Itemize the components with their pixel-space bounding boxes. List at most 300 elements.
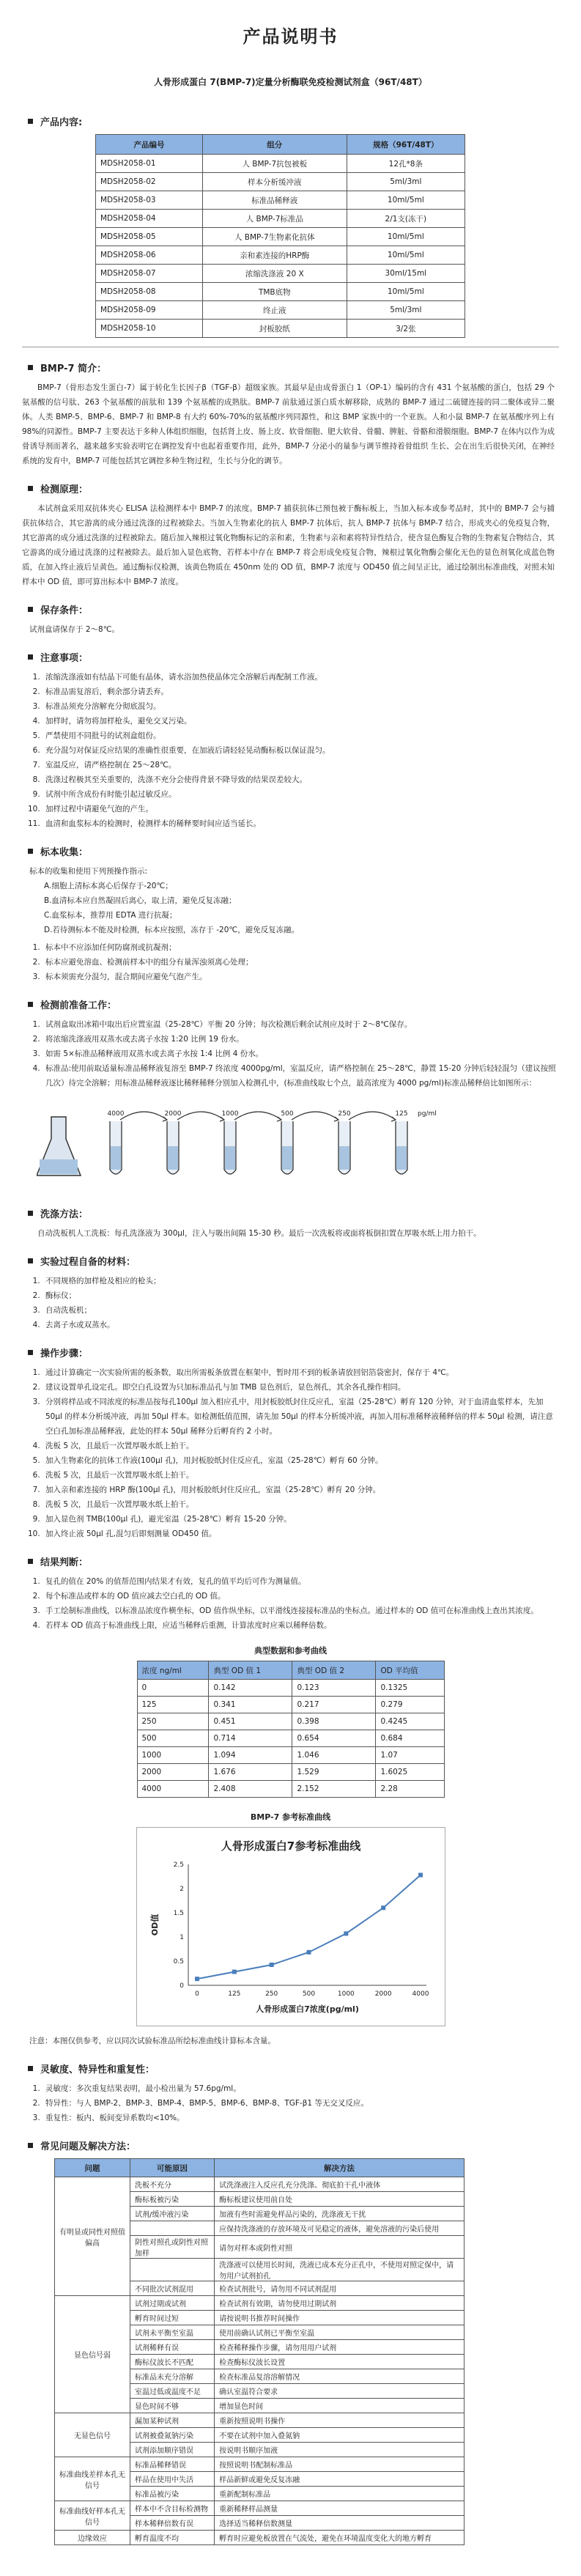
column-header: 解决方法 [215,2159,465,2177]
cause-cell: 试剂/缓冲液污染 [130,2207,215,2221]
standard-data-table [137,1661,445,1798]
column-header: 产品编号 [96,135,203,155]
cause-cell: 标准品被污染 [130,2487,215,2501]
table-cell: 样本分析缓冲液 [202,173,347,191]
table-cell: 1.676 [209,1764,292,1781]
bullet-icon [28,654,33,660]
list-item: 1. 浓缩洗涤液如有结晶下可能有晶体，请水浴加热使晶体完全溶解后再配制工作液。 [42,670,559,684]
table-row [55,2457,465,2472]
cause-cell: 试剂过期或试剂 [130,2296,215,2311]
series-line [197,1875,421,1979]
table-cell: 1.07 [376,1747,444,1764]
table-cell: 1000 [137,1747,209,1764]
cause-cell: 酶标仪波长不匹配 [130,2355,215,2369]
tube-liquid [339,1146,349,1170]
table-cell: 1.6025 [376,1764,444,1781]
collection-heading-text: 标本收集： [40,847,89,858]
column-header: 浓度 ng/ml [137,1661,209,1680]
list-item: 4. 标准品:使用前取适量标准品稀释液复溶至 BMP-7 终浓度 4000pg/ml，室温反应，请严格控制在 25～28℃，静置 15-20 分钟后轻轻混匀（建议按照几次）待完全溶解；用标准品稀释液逐比稀释稀释分别加入检测孔中，(标准曲线取七个点，最高浓度为 4000 pg/ml)标准品稀释倍比如图所示： [42,1061,559,1090]
list-item: 2. 将浓缩洗涤液用双蒸水或去离子水按 1:20 比例 19 份水。 [42,1032,559,1047]
list-item: 4. 去离子水或双蒸水。 [42,1318,559,1332]
solution-cell: 酶标板建议使用前自处 [215,2192,465,2207]
cause-cell: 标准品稀释错误 [130,2457,215,2472]
steps-heading-text: 操作步骤： [40,1348,89,1359]
intro-paragraph: BMP-7（骨形态发生蛋白-7）属于转化生长因子β（TGF-β）超级家族。其最早是由成骨蛋白 1（OP-1）编码的含有 431 个氨基酸的蛋白，包括 29 个氨基酸的信号肽、263 个氨基酸的前肽和 139 个氨基酸的成熟肽。BMP-7 前肽通过蛋白质水解移除，成熟的 BMP-7 通过二硫键连接的同二聚体或异二聚体。人类 BMP-5、BMP-6、BMP-7 和 BMP-8 有大约 60%-70%的氨基酸序列同源性，和这 BMP 家族中的一个亚族。人和小鼠 BMP-7 在氨基酸序列上有 98%的同源性。BMP-7 主要表达于多种人体组织细胞，包括肾上皮、肠上皮、软骨细胞、肥大软骨、骨髓、脾脏、骨骼和滑膜细胞。BMP-7 在体内以作为成骨诱导剂而著名，越来越多实验表明它在调控发育中也起着重要作用，此外，BMP-7 分泌小的量参与调节维持着骨组织 生长、会在出生后很快关闭，在神经系统的发育中，BMP-7 可能包括其它调控多种生物过程，生长与分化的调节。 [22,383,555,465]
collection-lines [22,879,559,937]
x-axis-label: 人骨形成蛋白7浓度(pg/ml) [255,2004,359,2014]
storage-heading [22,602,559,616]
collection-line: D.若待测标本不能及时检测，标本应按照，冻存于 -20℃，避免反复冻融。 [44,926,300,934]
document-title: 产品说明书 [243,26,338,47]
results-heading [22,1554,559,1568]
tube-liquid [168,1146,178,1170]
list-item: 6. 充分混匀对保证反应结果的准确性很重要，在加液后请轻轻晃动酶标板以保证混匀。 [42,743,559,758]
table-cell: 0.341 [209,1697,292,1713]
intro-heading-text: BMP-7 简介： [40,363,107,374]
table-cell: MDSH2058-03 [96,191,203,210]
table-cell: 0.217 [292,1697,376,1713]
table-row [137,1781,444,1798]
problem-cell: 标准曲线差样本孔无信号 [55,2457,130,2501]
chart-caption: BMP-7 参考标准曲线 [250,1812,331,1822]
dilution-label: 4000 [107,1110,125,1118]
table-row [55,2413,465,2428]
document-page [22,0,559,2545]
list-item: 2. 标本应避免溶血、检测前样本中的组分有量浑浊须离心处理； [42,955,559,970]
bullet-icon [28,607,33,612]
column-header: 规格（96T/48T） [347,135,465,155]
list-item: 1. 通过计算确定一次实验所需的板条数，取出所需板条放置在框架中，暂时用不到的板条请放回铝箔袋密封，保存于 4℃。 [42,1365,559,1380]
column-header: 可能原因 [130,2159,215,2177]
table-row [96,283,465,301]
table-cell: 30ml/15ml [347,265,465,283]
bullet-icon [28,849,33,854]
problem-cell: 边缘效应 [55,2531,130,2545]
x-tick-label: 1000 [337,1990,355,1998]
list-item: 10. 加入终止液 50μl 孔,混匀后即刻测量 OD450 值。 [42,1527,559,1541]
table-row [96,320,465,338]
table-row [55,2296,465,2311]
table-header-row [55,2159,465,2177]
table-cell: 0.279 [376,1697,444,1713]
column-header: 组分 [202,135,347,155]
intro-heading [22,361,559,374]
notes-list [22,670,559,831]
table-cell: 2.152 [292,1781,376,1798]
tube-liquid [225,1146,235,1170]
table-row [137,1747,444,1764]
std-table-body [137,1680,444,1798]
table-cell: 4000 [137,1781,209,1798]
dilution-diagram [37,1102,559,1193]
table-cell: 10ml/5ml [347,191,465,210]
collection-list [22,940,559,984]
solution-cell: 选择适当稀释倍数测量 [215,2516,465,2531]
table-cell: 250 [137,1713,209,1730]
list-item: 2. 特异性：与人 BMP-2、BMP-3、BMP-4、BMP-5、BMP-6、BMP-8、TGF-β1 等无交叉反应。 [42,2096,559,2111]
table-cell: 0.654 [292,1730,376,1747]
cause-cell: 酶标板被污染 [130,2192,215,2207]
table-row [96,155,465,173]
bullet-icon [28,1559,33,1564]
problem-cell: 显色信号弱 [55,2296,130,2413]
problem-cell: 无显色信号 [55,2413,130,2457]
std-table-title: 典型数据和参考曲线 [254,1646,327,1656]
solution-cell: 检查酶标仪波长设置 [215,2355,465,2369]
list-item: 4. 加样时，请勿将加样枪头，避免交叉污染。 [42,714,559,728]
cause-cell: 室温过低或温度不足 [130,2384,215,2399]
table-header-row [96,135,465,155]
x-tick-label: 500 [302,1990,315,1998]
list-item: 1. 灵敏度：多次重复结果表明，最小检出量为 57.6pg/ml。 [42,2081,559,2096]
list-item: 11. 血清和血浆标本的检测时，检测样本的稀释要时间应适当延长。 [42,816,559,831]
solution-cell: 确认室温符合要求 [215,2384,465,2399]
table-cell: 亲和素连接的HRP酶 [202,246,347,265]
notes-heading-text: 注意事项： [40,653,89,664]
table-cell: 0.1325 [376,1680,444,1697]
table-row [55,2501,465,2516]
list-item: 10. 加样过程中请避免气泡的产生。 [42,802,559,816]
document-subtitle: 人骨形成蛋白 7(BMP-7)定量分析酶联免疫检测试剂盒（96T/48T） [154,77,427,87]
table-row [137,1713,444,1730]
dilution-unit: pg/ml [418,1110,437,1118]
table-cell: 0.123 [292,1680,376,1697]
results-list [22,1574,559,1633]
table-cell: MDSH2058-05 [96,228,203,246]
bullet-icon [28,365,33,370]
table-cell: 10ml/5ml [347,228,465,246]
table-row [55,2531,465,2545]
table-header-row [137,1661,444,1680]
list-item: 2. 建议设置单孔设定孔。即空白孔设置为只加标准品孔与加 TMB 显色剂后，显色剂孔，其余各孔操作相同。 [42,1380,559,1395]
solution-cell: 重新按照说明书操作 [215,2413,465,2428]
table-cell: MDSH2058-07 [96,265,203,283]
transfer-arrow-icon [349,1112,396,1120]
collection-line: A.细胞上清标本离心后保存于-20℃； [44,882,173,890]
list-item: 1. 复孔的值在 20% 的值帮范围内结果才有效，复孔的值平均后可作为测量值。 [42,1574,559,1589]
materials-heading-text: 实验过程自备的材料： [40,1257,136,1268]
transfer-arrow-icon [177,1112,224,1120]
list-item: 8. 洗板 5 次，且最后一次置厚吸水纸上拍干。 [42,1497,559,1512]
product-contents-table [95,134,465,338]
bullet-icon [28,1350,33,1355]
cause-cell: 试剂添加顺序错误 [130,2443,215,2457]
table-cell: 10ml/5ml [347,283,465,301]
solution-cell: 增加显色时间 [215,2399,465,2413]
cause-cell: 试剂稀释有误 [130,2340,215,2355]
table-row [96,246,465,265]
y-axis-label: OD值 [149,1913,160,1936]
x-tick-label: 250 [264,1990,278,1998]
dilution-label: 1000 [221,1110,239,1118]
wash-heading [22,1206,559,1220]
solution-cell: 检查标准品复溶溶解情况 [215,2369,465,2384]
table-row [96,301,465,320]
list-item: 5. 加入生物素化的抗体工作液(100μl 孔)，用封板胶纸封住反应孔，室温（25-28℃）孵育 60 分钟。 [42,1453,559,1468]
cause-cell: 试剂被叠氮钠污染 [130,2428,215,2443]
list-item: 5. 严禁使用不同批号的试剂盒组份。 [42,728,559,743]
cause-cell [130,2259,215,2281]
y-tick-label: 0.5 [173,1958,184,1966]
table-cell: 2000 [137,1764,209,1781]
table-cell: 0.451 [209,1713,292,1730]
collection-heading [22,844,559,858]
cause-cell [130,2221,215,2236]
table-cell: 0.398 [292,1713,376,1730]
troubleshooting-table [54,2158,465,2545]
trouble-heading [22,2138,559,2152]
transfer-arrow-icon [292,1112,338,1120]
column-header: OD 平均值 [376,1661,444,1680]
chart-note: 注意：本图仅供参考，应以同次试验标准品所绘标准曲线计算标本含量。 [29,2037,275,2045]
y-tick-label: 1.5 [173,1910,184,1917]
problem-cell: 有明显或同性对照值偏高 [55,2177,130,2296]
y-tick-label: 0 [179,1982,184,1990]
cause-cell: 样本稀释倍数有误 [130,2516,215,2531]
table-cell: 1.529 [292,1764,376,1781]
materials-heading [22,1254,559,1268]
solution-cell: 加液有些时需避免样品污染的，洗涤液无干扰 [215,2207,465,2221]
table-row [96,210,465,228]
dilution-illustration [37,1102,447,1190]
column-header: 典型 OD 值 1 [209,1661,292,1680]
cause-cell: 不同批次试剂混用 [130,2281,215,2296]
y-tick-label: 1 [179,1934,184,1941]
table-cell: 终止液 [202,301,347,320]
table-cell: 人 BMP-7生物素化抗体 [202,228,347,246]
list-item: 7. 室温反应，请严格控制在 25～28℃。 [42,758,559,772]
steps-heading [22,1346,559,1359]
table-cell: 人 BMP-7标准品 [202,210,347,228]
tube-liquid [282,1146,292,1170]
table-cell: 5ml/3ml [347,173,465,191]
standard-curve-chart [136,1827,445,2026]
table-cell: 2/1支(冻干) [347,210,465,228]
chart-title: 人骨形成蛋白7参考标准曲线 [221,1839,360,1853]
data-point [418,1873,423,1878]
results-heading-text: 结果判断： [40,1557,89,1568]
list-item: 3. 标准品须充分溶解充分彻底混匀。 [42,699,559,714]
list-item: 2. 标准品需复溶后，剩余部分请丢弃。 [42,684,559,699]
collection-line: B.血清标本应自然凝固后离心，取上清，避免反复冻融； [44,896,237,905]
list-item: 4. 若样本 OD 值高于标准曲线上限，应适当稀释后重测，计算浓度时应乘以稀释倍数。 [42,1618,559,1633]
steps-list [22,1365,559,1541]
table-cell: MDSH2058-08 [96,283,203,301]
list-item: 3. 如需 5×标准品稀释液用双蒸水或去离子水按 1:4 比例 4 份水。 [42,1047,559,1061]
table-cell: 0.4245 [376,1713,444,1730]
solution-cell: 检查试剂有效期，请勿使用过期试剂 [215,2296,465,2311]
cause-cell: 样本中不含目标检测物 [130,2501,215,2516]
performance-heading [22,2062,559,2075]
principle-heading-text: 检测原理： [40,484,89,495]
data-point [344,1931,348,1935]
wash-heading-text: 洗涤方法： [40,1209,89,1220]
table-cell: 标准品稀释液 [202,191,347,210]
solution-cell: 按说明书顺序加液 [215,2443,465,2457]
table-cell: 12孔*8条 [347,155,465,173]
dilution-label: 250 [338,1110,351,1118]
solution-cell: 试洗涤液注入反应孔充分洗涤、彻底拍干孔中液体 [215,2177,465,2192]
prep-heading-text: 检测前准备工作： [40,1000,117,1011]
cause-cell: 标准品未充分溶解 [130,2369,215,2384]
performance-list [22,2081,559,2125]
performance-heading-text: 灵敏度、特异性和重复性： [40,2064,155,2075]
x-tick-label: 125 [227,1990,240,1998]
list-item: 4. 洗板 5 次，且最后一次置厚吸水纸上拍干。 [42,1439,559,1453]
list-item: 3. 分别将样品或不同浓度的标准品按每孔100μl 加入相应孔中，用封板胶纸封住反应孔，室温（25-28℃）孵育 120 分钟，对于血清血浆样本，先加 50μl 的样本分析缓冲液，再加 50μl 样本。如检测低值范围，请先加 50μl 的样本分析缓冲液，再加入用标准稀释液稀释倍的样本 50μl 检测，请注意空白孔加标准品稀释液，此处的样本 50μl 稀释分后孵育约 2 小时。 [42,1395,559,1439]
materials-list [22,1274,559,1332]
solution-cell: 应保持洗涤液的存放环境及可见稳定的液体，避免溶液的污染后使用 [215,2221,465,2236]
list-item: 9. 试剂中所含成份有时能引起过敏反应。 [42,787,559,802]
column-header: 典型 OD 值 2 [292,1661,376,1680]
table-cell: 封板胶纸 [202,320,347,338]
table-cell: 2.408 [209,1781,292,1798]
bullet-icon [28,1258,33,1263]
collection-intro: 标本的收集和使用下列预操作指示: [29,867,148,876]
data-point [195,1977,199,1981]
solution-cell: 请勿对样本或阴性对照 [215,2236,465,2259]
table-row [137,1764,444,1781]
y-tick-label: 2 [179,1886,184,1893]
tube-liquid [111,1146,121,1170]
solution-cell: 检查试剂批号，请勿用不同试剂混用 [215,2281,465,2296]
bullet-icon [28,1211,33,1216]
table-cell: 10ml/5ml [347,246,465,265]
transfer-arrow-icon [120,1112,167,1120]
table-row [55,2177,465,2192]
table-row [137,1680,444,1697]
bullet-icon [28,486,33,491]
solution-cell: 重新稀释样品测量 [215,2501,465,2516]
table-row [137,1697,444,1713]
trouble-table-body [55,2177,465,2545]
list-item: 3. 手工绘制标准曲线，以标准品浓度作横坐标，OD 值作纵坐标，以平滑线连接接标准品的坐标点。通过样本的 OD 值可在标准曲线上查出其浓度。 [42,1603,559,1618]
table-cell: 浓缩洗涤液 20 X [202,265,347,283]
table-cell: 3/2张 [347,320,465,338]
data-point [269,1963,273,1967]
notes-heading [22,650,559,664]
table-row [96,228,465,246]
solution-cell: 按照说明书配制标准品 [215,2457,465,2472]
table-cell: 5ml/3ml [347,301,465,320]
table-row [96,191,465,210]
list-item: 1. 标本中不应添加任何防腐剂或抗凝剂； [42,940,559,955]
contents-heading-text: 产品内容: [40,117,83,128]
table-cell: MDSH2058-01 [96,155,203,173]
cause-cell: 显色时间不够 [130,2399,215,2413]
bullet-icon [28,1002,33,1007]
list-item: 3. 标本须需充分混匀，混合期间应避免气泡产生。 [42,970,559,984]
cause-cell: 阴性对照孔或阴性对照加样 [130,2236,215,2259]
bullet-icon [28,2066,33,2071]
cause-cell: 孵育时间过短 [130,2311,215,2325]
tube-liquid [396,1146,407,1170]
x-tick-label: 4000 [412,1990,429,1998]
prep-heading [22,997,559,1011]
cause-cell: 样品在使用中失活 [130,2472,215,2487]
table-cell: MDSH2058-09 [96,301,203,320]
table-cell: 0.714 [209,1730,292,1747]
table-cell: 125 [137,1697,209,1713]
table-cell: 人 BMP-7抗包被板 [202,155,347,173]
solution-cell: 检查稀释操作步骤，请勿用用户试剂 [215,2340,465,2355]
table-cell: 2.28 [376,1781,444,1798]
bullet-icon [28,119,33,124]
x-tick-label: 2000 [374,1990,392,1998]
solution-cell: 样品新鲜或避免反复冻融 [215,2472,465,2487]
cause-cell: 漏加某种试剂 [130,2413,215,2428]
table-cell: MDSH2058-06 [96,246,203,265]
storage-heading-text: 保存条件： [40,605,89,616]
solution-cell: 洗涤液可以使用长时间，洗液已成本充分正孔中，不使用对照定保中，请勿用户试剂拍孔 [215,2259,465,2281]
list-item: 2. 酶标仪； [42,1288,559,1303]
list-item: 8. 洗涤过程极其至关重要的，洗涤不充分会使得背景不降导致的结果误差较大。 [42,772,559,787]
dilution-label: 500 [281,1110,294,1118]
table-row [96,265,465,283]
list-item: 7. 加入亲和素连接的 HRP 酶(100μl 孔)，用封板胶纸封住反应孔，室温（25-28℃）孵育 20 分钟。 [42,1483,559,1497]
table-cell: 0 [137,1680,209,1697]
principle-paragraph: 本试剂盒采用双抗体夹心 ELISA 法检测样本中 BMP-7 的浓度。BMP-7 捕获抗体已预包被于酶标板上，当加入标本或参考品时，其中的 BMP-7 会与捕获抗体结合，其它游离的成分通过洗涤的过程被除去。当加入生物素化的抗人 BMP-7 抗体后，抗人 BMP-7 抗体与 BMP-7 结合，形成夹心的免疫复合物，其它游离的成分通过洗涤的过程被除去。随后加入辣根过氧化物酶标记的亲和素，生物素与亲和素将特异性结合，使含显色酶复合物的生物素复合物结合，其它游离的成分通过洗涤的过程被除去。最后加入显色底物，若样本中存在 BMP-7 将会形成免疫复合物，辣根过氧化物酶会催化无色的显色剂氧化成蓝色物质，在加入终止液后呈黄色。通过酶标仪检测，该黄色物质在 450nm 处的 OD 值，BMP-7 浓度与 OD450 值之间呈正比，通过绘制出标准曲线，对照未知样本中 OD 值，即可算出标本中 BMP-7 浓度。 [22,504,555,586]
table-cell: 0.684 [376,1730,444,1747]
list-item: 1. 试剂盒取出冰箱中取出后应置室温（25-28℃）平衡 20 分钟；每次检测后剩余试剂应及时于 2～8℃保存。 [42,1017,559,1032]
principle-heading [22,481,559,495]
list-item: 1. 不同规格的加样枪及相应的枪头； [42,1274,559,1288]
solution-cell: 重新配制标准品 [215,2487,465,2501]
cause-cell: 洗板不充分 [130,2177,215,2192]
cause-cell: 孵育温度不均 [130,2531,215,2545]
data-point [232,1970,236,1974]
wash-paragraph: 自动洗板机人工洗板：每孔洗涤液为 300μl，注入与吸出间隔 15-30 秒。最后一次洗板将或面将板倒扣置在厚吸水纸上用力拍干。 [37,1229,481,1238]
table-cell: 1.046 [292,1747,376,1764]
table-cell: 0.142 [209,1680,292,1697]
product-table-body [96,155,465,338]
prep-list [22,1017,559,1090]
table-cell: MDSH2058-04 [96,210,203,228]
collection-line: C.血浆标本，推荐用 EDTA 进行抗凝； [44,911,177,920]
table-cell: 500 [137,1730,209,1747]
table-cell: TMB底物 [202,283,347,301]
table-cell: 1.094 [209,1747,292,1764]
data-point [306,1950,311,1955]
storage-text: 试剂盒请保存于 2～8℃。 [29,625,119,634]
table-cell: MDSH2058-10 [96,320,203,338]
list-item: 3. 重复性：板内、板间变异系数均<10%。 [42,2111,559,2125]
contents-heading [22,114,559,128]
list-item: 9. 加入显色剂 TMB(100μl 孔)，避光室温（25-28℃）孵育 15-20 分钟。 [42,1512,559,1527]
dilution-label: 125 [395,1110,408,1118]
transfer-arrow-icon [234,1112,281,1120]
dilution-label: 2000 [164,1110,182,1118]
table-cell: MDSH2058-02 [96,173,203,191]
solution-cell: 孵育时应避免板放置在气流处，避免在环境温度变化大的地方孵育 [215,2531,465,2545]
solution-cell: 不要在试剂中加入叠氮钠 [215,2428,465,2443]
x-tick-label: 0 [194,1990,199,1998]
problem-cell: 标准曲线好样本孔无信号 [55,2501,130,2531]
y-tick-label: 2.5 [173,1861,184,1869]
bullet-icon [28,2143,33,2148]
table-row [96,173,465,191]
column-header: 问题 [55,2159,130,2177]
trouble-heading-text: 常见问题及解决方法： [40,2141,136,2152]
table-row [137,1730,444,1747]
solution-cell: 使用前确认试剂已平衡至室温 [215,2325,465,2340]
solution-cell: 请按说明书推荐时间操作 [215,2311,465,2325]
chart-svg [137,1828,445,2026]
list-item: 6. 洗板 5 次，且最后一次置厚吸水纸上拍干。 [42,1468,559,1483]
data-point [381,1905,385,1910]
list-item: 3. 自动洗板机； [42,1303,559,1318]
flask-liquid [40,1159,78,1174]
